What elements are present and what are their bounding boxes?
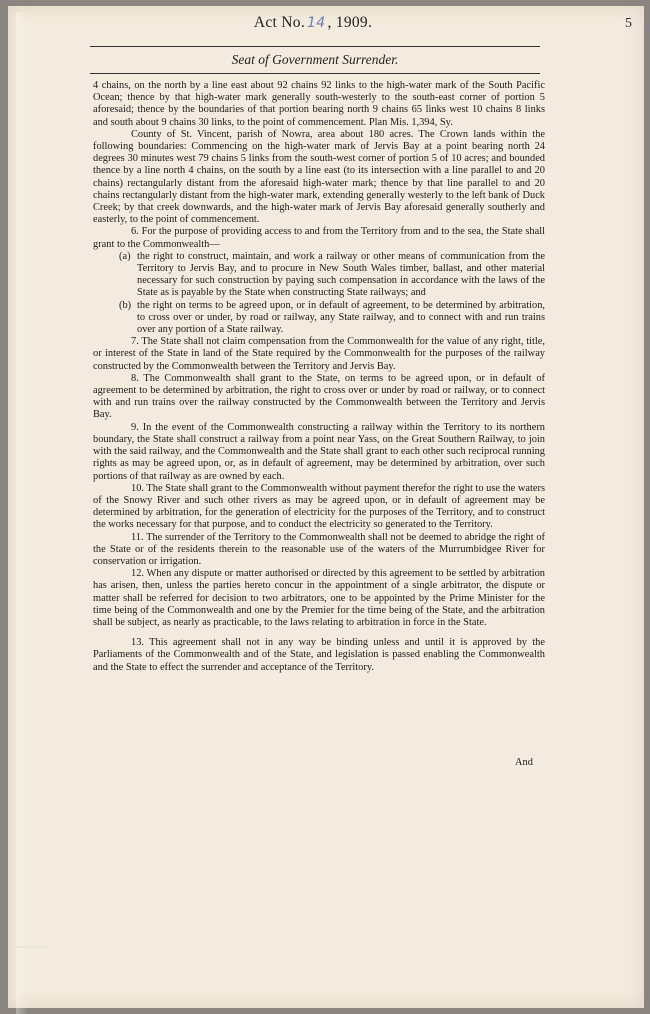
clause-6: 6. For the purpose of providing access to and from the Territory from and to the sea, the State shall grant to the Commonwealth— bbox=[93, 226, 545, 250]
header-rule-bottom bbox=[90, 73, 540, 74]
clause-13: 13. This agreement shall not in any way be binding unless and until it is approved by the Parliaments of the Commonwealth and of the State, and legislation is passed enabling the Commonwealth and the State to effect the surrender and acceptance of the Territory. bbox=[93, 637, 545, 673]
clause-8: 8. The Commonwealth shall grant to the State, on terms to be agreed upon, or in default of agreement to be determined by arbitration, the right to cross over or under by road or railway, or to connect with and run trains over the railway constructed by the Commonwealth between the Territory and Jervis Bay. bbox=[93, 372, 545, 421]
clause-7: 7. The State shall not claim compensation from the Commonwealth for the value of any right, title, or interest of the State in land of the State required by the Commonwealth for the purposes of the railway constructed by the Commonwealth between the Territory and Jervis Bay. bbox=[93, 336, 545, 372]
running-title: Seat of Government Surrender. bbox=[231, 52, 399, 67]
header-rule-top bbox=[90, 46, 540, 47]
clause-6a bbox=[93, 251, 545, 300]
act-year: , 1909. bbox=[327, 14, 373, 31]
catchword: And bbox=[515, 757, 533, 768]
act-number-handwritten: 14 bbox=[307, 15, 326, 31]
document-page bbox=[8, 6, 644, 1008]
clause-6a-label: (a) bbox=[119, 250, 131, 262]
page-header bbox=[8, 14, 644, 40]
clause-6a-text: the right to construct, maintain, and work a railway or other means of communication from the Territory to Jervis Bay, and to procure in New South Wales timber, ballast, and other material necessary for such construction by paying such compensation in accordance with the laws of the State as is payable by the State when constructing State railways; and bbox=[137, 250, 545, 299]
act-title bbox=[8, 14, 618, 32]
body-text bbox=[93, 80, 545, 674]
page-number: 5 bbox=[625, 16, 632, 31]
clause-6b-label: (b) bbox=[119, 299, 132, 311]
clause-10: 10. The State shall grant to the Commonwealth without payment therefor the right to use the waters of the Snowy River and such other rivers as may be agreed upon, or in default of agreement may be determined by arbitration, for the generation of electricity for the purposes of the Territory, and to construct the works necessary for that purpose, and to conduct the electricity so generated to the Territory. bbox=[93, 482, 545, 531]
paragraph-gap bbox=[93, 629, 545, 637]
margin-mark bbox=[16, 946, 50, 948]
paragraph-boundary-continued: 4 chains, on the north by a line east about 92 chains 92 links to the high-water mark of the South Pacific Ocean; thence by that high-water mark generally south-westerly to the south-east corner of portion 5 aforesaid; thence by the boundaries of that portion bearing north 9 chains 65 links west 10 chains 8 links and south about 9 chains 30 links, to the point of commencement. Plan Mis. 1,394, Sy. bbox=[93, 80, 545, 128]
act-prefix: Act No. bbox=[253, 14, 306, 31]
clause-9: 9. In the event of the Commonwealth constructing a railway within the Territory to its northern boundary, the State shall construct a railway from a point near Yass, on the Great Southern Railway, to join with the said railway, and the Commonwealth and the State shall grant to each other such reciprocal running rights as may be agreed upon, or, as in default of agreement, may be determined by arbitration, over such portions of that railway as are owned by each. bbox=[93, 421, 545, 482]
page-edge-shading bbox=[16, 12, 28, 1014]
clause-6b-text: the right on terms to be agreed upon, or in default of agreement, to be determined by arbitration, to cross over or under, by road or railway, any State railway, and to connect with and run trains over any portion of a State railway. bbox=[137, 299, 545, 336]
paragraph-st-vincent: County of St. Vincent, parish of Nowra, area about 180 acres. The Crown lands within the following boundaries: Commencing on the high-water mark of Jervis Bay at a point bearing north 24 degrees 30 minutes west 79 chains 5 links from the south-west corner of portion 5 of 10 acres; and bounded thence by a line north 4 chains, on the south by a line east (to its intersection with a line parallel to and 20 chains) rectangularly distant from the aforesaid high-water mark; thence by that line parallel to and 20 chains rectangularly distant from the high-water mark, extending generally westerly to the left bank of Duck Creek; by that creek downwards, and the high-water mark of Jervis Bay aforesaid generally southerly and easterly, to the point of commencement. bbox=[93, 128, 545, 226]
clause-11: 11. The surrender of the Territory to the Commonwealth shall not be deemed to abridge the right of the State or of the residents therein to the reasonable use of the waters of the Murrumbidgee River for conservation or irrigation. bbox=[93, 531, 545, 567]
clause-6b bbox=[93, 300, 545, 337]
clause-12: 12. When any dispute or matter authorised or directed by this agreement to be settled by arbitration has arisen, then, unless the parties hereto concur in the appointment of a single arbitrator, the dispute or matter shall be referred for decision to two arbitrators, one to be appointed by the Prime Minister for the time being of the Commonwealth and one by the Premier for the time being of the State, and the arbitration shall be subject, as nearly as practicable, to the laws relating to arbitration in force in the State. bbox=[93, 568, 545, 628]
